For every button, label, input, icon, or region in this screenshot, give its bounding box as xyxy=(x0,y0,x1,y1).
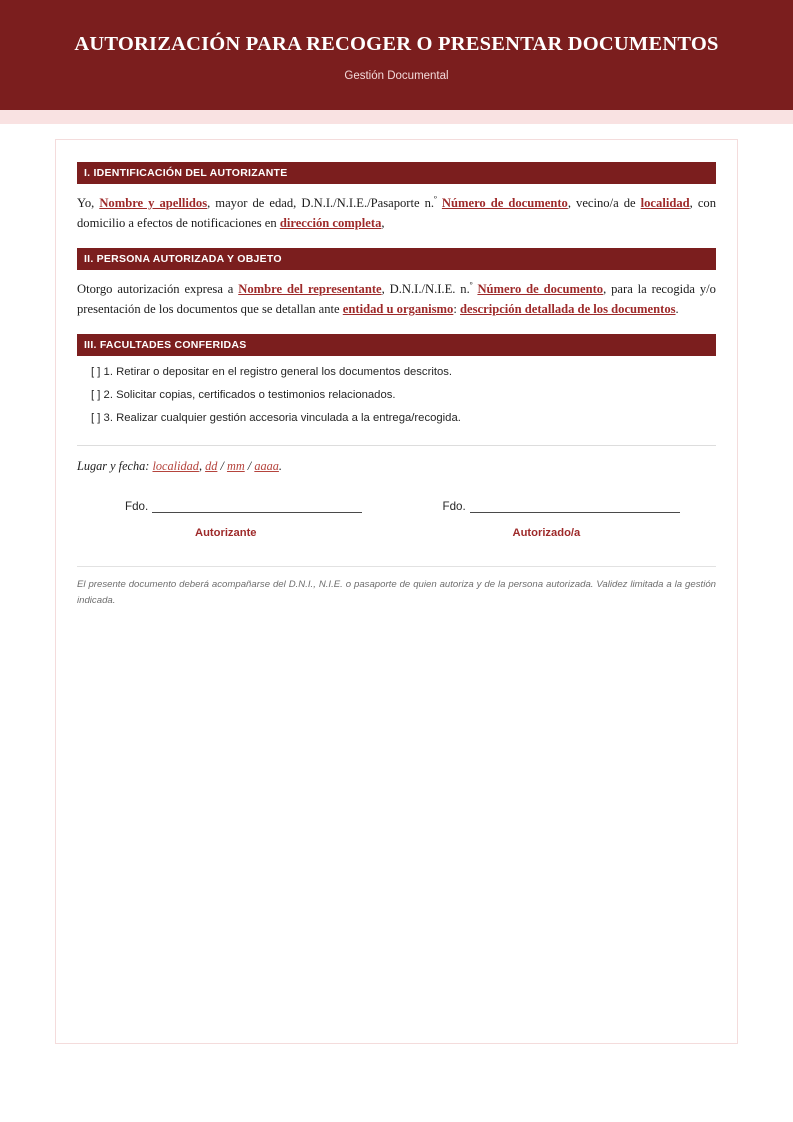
text-fragment: , D.N.I./N.I.E. n. xyxy=(381,281,470,296)
text-fragment: Yo, xyxy=(77,196,100,211)
placeholder-entidad-organismo: entidad u organismo xyxy=(342,302,454,317)
section-header-persona-autorizada: II. PERSONA AUTORIZADA Y OBJETO xyxy=(77,248,716,270)
header-accent-strip xyxy=(0,110,793,124)
text-fragment: / xyxy=(244,458,255,473)
lugar-y-fecha-line xyxy=(77,458,716,475)
text-fragment: . xyxy=(675,302,679,317)
section-header-facultades: III. FACULTADES CONFERIDAS xyxy=(77,334,716,356)
page-title: AUTORIZACIÓN PARA RECOGER O PRESENTAR DOCUMENTOS xyxy=(74,33,719,56)
text-fragment: , vecino/a de xyxy=(567,196,641,211)
text-fragment: , mayor de edad, D.N.I./N.I.E./Pasaporte n. xyxy=(207,196,435,211)
signature-block-autorizado xyxy=(397,499,705,541)
document-header-band xyxy=(0,0,793,110)
text-fragment: , para la recogida y/o presentación de los documentos que se detallan ante xyxy=(77,281,716,317)
footer-divider xyxy=(77,566,716,567)
page-area xyxy=(0,124,793,1044)
facultades-list xyxy=(77,365,716,427)
signature-role-autorizado: Autorizado/a xyxy=(512,526,581,539)
paragraph-identificacion xyxy=(77,193,716,234)
list-item[interactable]: [ ] 2. Solicitar copias, certificados o testimonios relacionados. xyxy=(91,389,396,401)
signature-role-autorizante: Autorizante xyxy=(195,526,257,539)
placeholder-numero-documento-representante: Número de documento xyxy=(477,281,604,296)
text-fragment: : xyxy=(453,302,461,317)
signature-fdo-line-left xyxy=(125,499,397,514)
lugar-fecha-label: Lugar y fecha: xyxy=(77,458,153,473)
signature-fdo-line-right xyxy=(443,499,705,514)
ordinal-mark: º xyxy=(434,193,437,204)
list-item[interactable]: [ ] 3. Realizar cualquier gestión accesoria vinculada a la entrega/recogida. xyxy=(91,412,461,425)
text-fragment: . xyxy=(278,458,282,473)
placeholder-nombre-apellidos: Nombre y apellidos xyxy=(99,196,208,211)
paragraph-persona-autorizada xyxy=(77,279,716,320)
text-fragment: / xyxy=(217,458,227,473)
placeholder-mes: mm xyxy=(226,458,245,473)
placeholder-localidad: localidad xyxy=(640,196,690,211)
text-fragment: , xyxy=(381,216,385,231)
fdo-label: Fdo. xyxy=(125,499,149,513)
placeholder-numero-documento: Número de documento xyxy=(441,196,568,211)
text-fragment: Otorgo autorización expresa a xyxy=(77,281,239,296)
section-divider xyxy=(77,445,716,446)
placeholder-dia: dd xyxy=(205,458,218,473)
signature-block-autorizante xyxy=(89,499,397,541)
placeholder-descripcion-documentos: descripción detallada de los documentos xyxy=(460,302,676,317)
placeholder-nombre-representante: Nombre del representante xyxy=(238,281,382,296)
signature-row xyxy=(77,499,716,541)
fdo-label: Fdo. xyxy=(442,499,466,513)
text-fragment: , con domicilio a efectos de notificaciones en xyxy=(77,196,717,231)
ordinal-mark: º xyxy=(469,279,473,290)
text-fragment: , xyxy=(198,458,206,473)
footer-note: El presente documento deberá acompañarse del D.N.I., N.I.E. o pasaporte de quien autoriza y de la persona autorizada. Validez limitada a la gestión indicada. xyxy=(77,579,716,606)
document-card xyxy=(55,139,738,1044)
placeholder-direccion-completa: dirección completa xyxy=(279,216,382,231)
section-header-identificacion: I. IDENTIFICACIÓN DEL AUTORIZANTE xyxy=(77,162,716,184)
page-subtitle: Gestión Documental xyxy=(344,69,449,82)
placeholder-anio: aaaa xyxy=(254,458,279,473)
signature-rule[interactable] xyxy=(152,512,362,513)
signature-rule[interactable] xyxy=(470,512,680,513)
placeholder-lugar: localidad xyxy=(152,458,199,473)
list-item[interactable]: [ ] 1. Retirar o depositar en el registro general los documentos descritos. xyxy=(91,365,453,378)
